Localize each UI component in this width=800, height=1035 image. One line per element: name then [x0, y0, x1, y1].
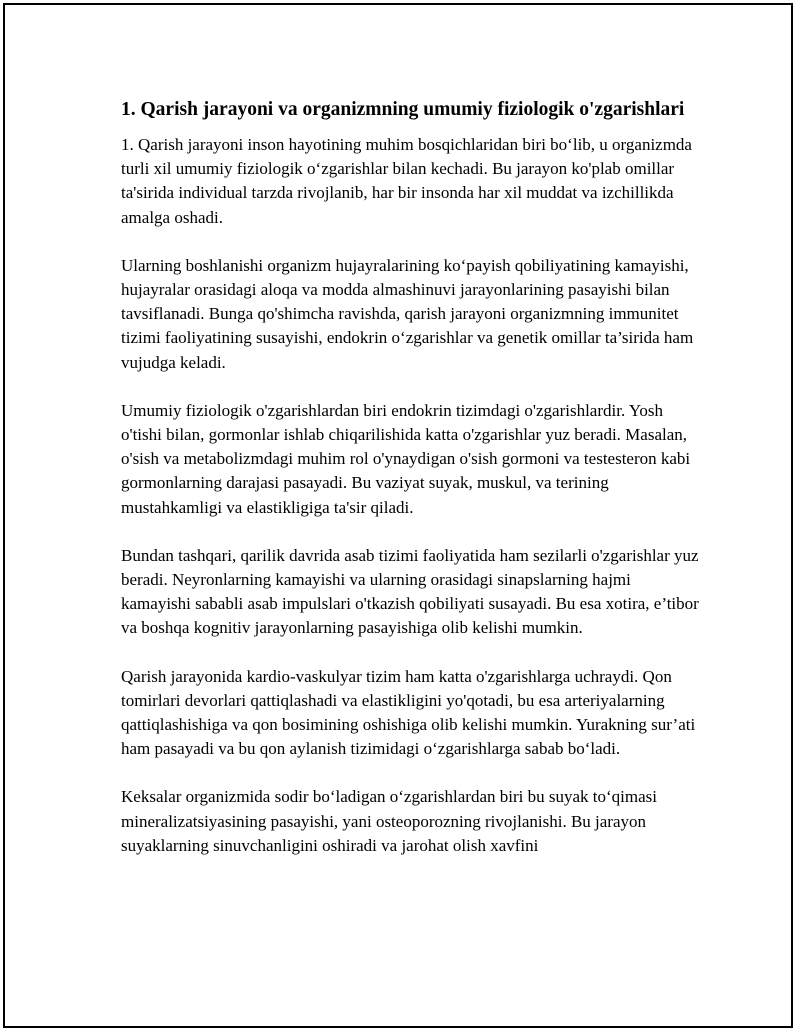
paragraph-4: Bundan tashqari, qarilik davrida asab tizimi faoliyatida ham sezilarli o'zgarishlar yuz beradi. Neyronlarning kamayishi va ularning orasidagi sinapslarning hajmi kamayishi sababli asab impulslari o'tkazish qobiliyati susayadi. Bu esa xotira, e’tibor va boshqa kognitiv jarayonlarning pasayishiga olib kelishi mumkin.	[121, 545, 699, 638]
paragraph-2: Ularning boshlanishi organizm hujayralarining ko‘payish qobiliyatining kamayishi, hujayralar orasidagi aloqa va modda almashinuvi jarayonlarining pasayishi bilan tavsiflanadi. Bunga qo'shimcha ravishda, qarish jarayoni organizmning immunitet tizimi faoliyatining susayishi, endokrin o‘zgarishlar va genetik omillar ta’sirida ham vujudga keladi.	[121, 255, 694, 372]
paragraph-6: Keksalar organizmida sodir bo‘ladigan o‘zgarishlardan biri bu suyak to‘qimasi mineralizatsiyasining pasayishi, yani osteoporozning rivojlanishi. Bu jarayon suyaklarning sinuvchanligini oshiradi va jarohat olish xavfini	[121, 787, 657, 855]
paragraph-1: 1. Qarish jarayoni inson hayotining muhim bosqichlaridan biri bo‘lib, u organizmda turli xil umumiy fiziologik o‘zgarishlar bilan kechadi. Bu jarayon ko'plab omillar ta'sirida individual tarzda rivojlanib, har bir insonda har xil muddat va izchillikda amalga oshadi.	[121, 135, 692, 227]
paragraph-3: Umumiy fiziologik o'zgarishlardan biri endokrin tizimdagi o'zgarishlardir. Yosh o'tishi bilan, gormonlar ishlab chiqarilishida katta o'zgarishlar yuz beradi. Masalan, o'sish va metabolizmdagi muhim rol o'ynaydigan o'sish gormoni va testesteron kabi gormonlarning darajasi pasayadi. Bu vaziyat suyak, muskul, va terining mustahkamligi va elastikligiga ta'sir qiladi.	[121, 400, 691, 517]
page-frame	[3, 3, 793, 1028]
paragraph-5: Qarish jarayonida kardio-vaskulyar tizim ham katta o'zgarishlarga uchraydi. Qon tomirlari devorlari qattiqlashadi va elastikligini yo'qotadi, bu esa arteriyalarning qattiqlashishiga va qon bosimining oshishiga olib kelishi mumkin. Yurakning sur’ati ham pasayadi va bu qon aylanish tizimidagi o‘zgarishlarga sabab bo‘ladi.	[121, 666, 696, 759]
document-body	[121, 97, 701, 882]
document-title: 1. Qarish jarayoni va organizmning umumiy fiziologik o'zgarishlari	[121, 99, 685, 120]
